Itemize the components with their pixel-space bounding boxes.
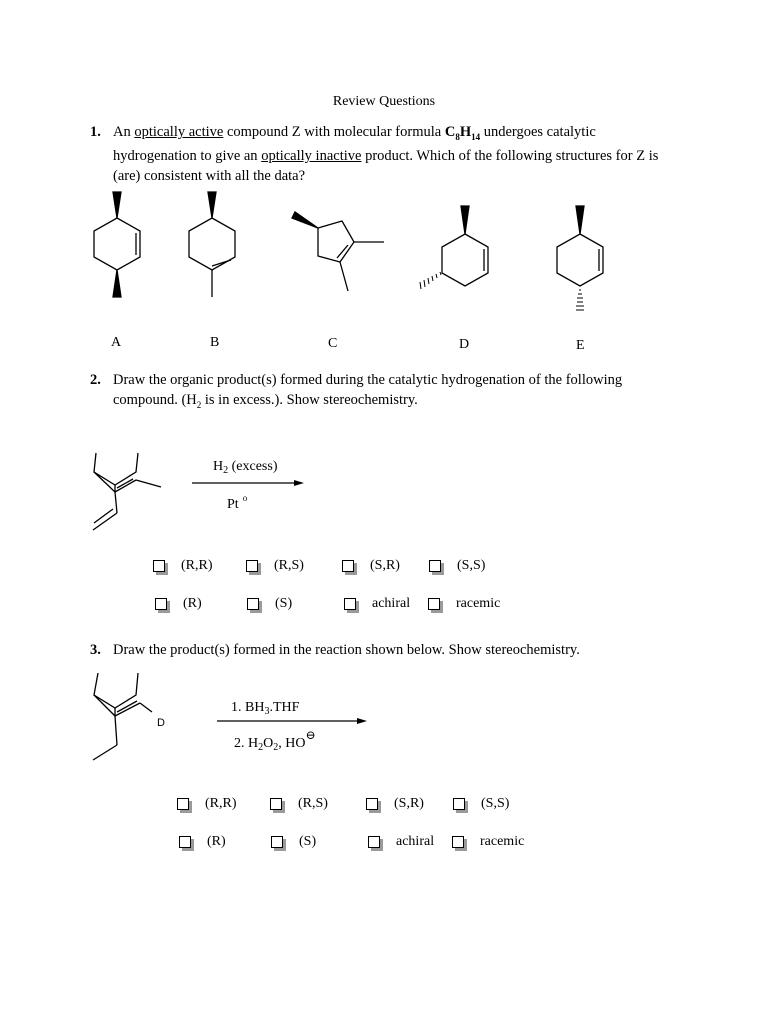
structure-label-e: E [576, 338, 585, 353]
q3-option-ss[interactable] [453, 796, 509, 812]
checkbox[interactable] [270, 798, 282, 810]
option-label: racemic [480, 834, 525, 849]
q3-option-rr[interactable] [177, 796, 237, 812]
term-optically-active: optically active [134, 124, 224, 140]
option-label: racemic [456, 596, 501, 611]
q3-option-r[interactable] [179, 834, 226, 850]
q3-reagent-top: 1. $BH_3.THF$ [231, 700, 300, 717]
formula-h: H [459, 124, 472, 140]
q3-option-rs[interactable] [270, 796, 328, 812]
page-title: Review Questions [332, 94, 436, 109]
option-label: (S,S) [457, 558, 486, 573]
checkbox[interactable] [452, 836, 464, 848]
structure-label-d: D [459, 337, 470, 352]
q3-reagent-bottom: 2. $H_2O_2$, HO⊖ [234, 728, 316, 753]
option-label: (R,R) [205, 796, 237, 811]
checkbox[interactable] [271, 836, 283, 848]
option-label: achiral [372, 596, 411, 611]
q2-reagent-bottom: Pt $^o$ [227, 493, 248, 512]
question-3-text: Draw the product(s) formed in the reaction shown below. Show stereochemistry. [113, 642, 580, 658]
text-segment: Draw the organic product(s) formed during the catalytic hydrogenation of the following compound. (H [113, 372, 623, 408]
term-optically-inactive: optically inactive [261, 148, 362, 165]
question-number: 3. [90, 642, 101, 658]
q3-option-sr[interactable] [366, 796, 424, 812]
option-label: (R) [207, 834, 226, 849]
option-label: (S,S) [481, 796, 510, 811]
text-segment: An [113, 124, 135, 140]
reaction-arrow [217, 718, 367, 724]
option-label: (S,R) [394, 796, 424, 811]
checkbox[interactable] [366, 798, 378, 810]
option-label: (R,R) [181, 558, 213, 573]
checkbox[interactable] [177, 798, 189, 810]
q3-option-racemic[interactable] [452, 834, 524, 850]
text-segment: is in excess.). Show stereochemistry. [201, 391, 418, 408]
option-label: (R,S) [298, 796, 328, 811]
checkbox[interactable] [179, 836, 191, 848]
text-segment: undergoes catalytic hydrogenation to give an [113, 124, 596, 165]
option-label: (S,R) [370, 558, 400, 573]
structure-label-c: C [328, 336, 338, 351]
question-number: 2. [90, 372, 101, 388]
formula-c-count: 8 [455, 131, 460, 142]
option-label: (S) [299, 834, 317, 849]
option-label: (R) [183, 596, 202, 611]
formula-c: C [444, 124, 456, 140]
subscript: 2 [196, 399, 202, 410]
text-segment: compound Z with molecular formula [223, 124, 445, 140]
formula-h-count: 14 [471, 131, 481, 142]
q3-option-achiral[interactable] [368, 834, 434, 850]
checkbox[interactable] [453, 798, 465, 810]
text-segment: product. Which of the following structures for Z is (are) consistent with all the data? [113, 148, 659, 184]
q3-option-s[interactable] [271, 834, 316, 850]
structure-label-a: A [111, 335, 122, 350]
question-number: 1. [90, 124, 101, 140]
q3-reactant [93, 673, 152, 760]
q2-reagent-top: $H_2$ (excess) [213, 459, 278, 476]
structure-label-b: B [210, 335, 220, 350]
checkbox[interactable] [368, 836, 380, 848]
option-label: achiral [396, 834, 435, 849]
option-label: (S) [275, 596, 293, 611]
option-label: (R,S) [274, 558, 304, 573]
atom-label-d: D [157, 717, 165, 729]
charge-symbol: ⊖ [305, 728, 316, 742]
